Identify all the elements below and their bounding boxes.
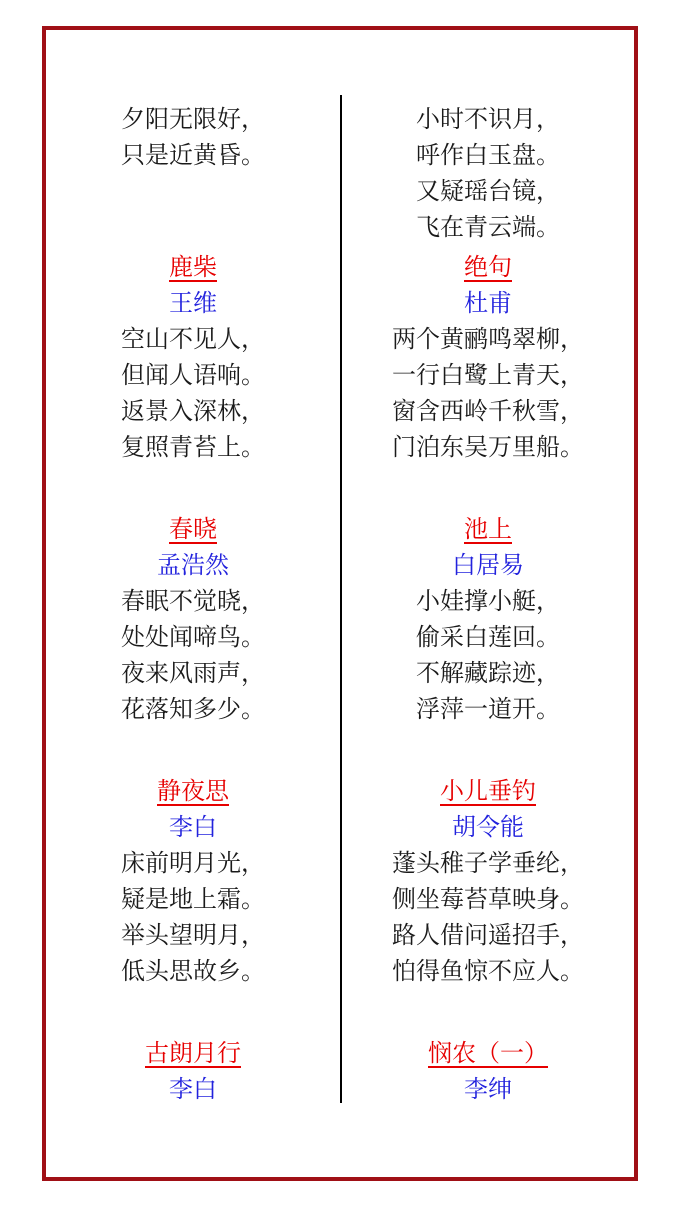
carryover-section [342,102,634,250]
poem-line: 疑是地上霜。 [121,886,265,913]
poem-title: 悯农（一） [428,1040,548,1067]
poem-line: 一行白鹭上青天， [392,362,584,389]
poem-line: 浮萍一道开。 [416,696,560,723]
left-column [46,102,340,1154]
poem-line: 床前明月光， [121,850,265,877]
poem-block [46,774,340,990]
poem-block [46,1036,340,1108]
poem-line: 呼作白玉盘。 [416,142,560,169]
poem-line: 怕得鱼惊不应人。 [392,958,584,985]
poem-line: 春眠不觉晓， [121,588,265,615]
poem-title: 春晓 [169,516,217,543]
poem-title: 绝句 [464,254,512,281]
poem-title: 静夜思 [157,778,229,805]
poem-line: 复照青苔上。 [121,434,265,461]
poem-line: 飞在青云端。 [416,214,560,241]
poem-line: 不解藏踪迹， [416,660,560,687]
poem-block [342,250,634,466]
poem-author: 王维 [169,290,217,317]
poem-block [342,774,634,990]
poem-title: 池上 [464,516,512,543]
poem-title: 古朗月行 [145,1040,241,1067]
poem-block [46,512,340,728]
poem-line: 花落知多少。 [121,696,265,723]
poem-line: 窗含西岭千秋雪， [392,398,584,425]
poem-line: 偷采白莲回。 [416,624,560,651]
poem-line: 举头望明月， [121,922,265,949]
poem-author: 白居易 [452,552,524,579]
poem-line: 低头思故乡。 [121,958,265,985]
poem-line: 夜来风雨声， [121,660,265,687]
poem-author: 孟浩然 [157,552,229,579]
right-column [342,102,634,1154]
page-border [42,26,638,1181]
poem-line: 处处闻啼鸟。 [121,624,265,651]
poem-author: 杜甫 [464,290,512,317]
poem-author: 李白 [169,814,217,841]
poem-line: 两个黄鹂鸣翠柳， [392,326,584,353]
carryover-section [46,102,340,250]
poem-block [342,512,634,728]
poem-line: 小娃撑小艇， [416,588,560,615]
poem-line: 蓬头稚子学垂纶， [392,850,584,877]
poem-block [342,1036,634,1108]
poem-author: 李白 [169,1076,217,1103]
poem-line: 只是近黄昏。 [121,142,265,169]
poem-line: 夕阳无限好， [121,106,265,133]
poem-line: 空山不见人， [121,326,265,353]
poem-line: 门泊东吴万里船。 [392,434,584,461]
poem-author: 胡令能 [452,814,524,841]
poem-title: 鹿柴 [169,254,217,281]
poem-line: 路人借问遥招手， [392,922,584,949]
poem-line: 侧坐莓苔草映身。 [392,886,584,913]
poem-author: 李绅 [464,1076,512,1103]
poem-line: 又疑瑶台镜， [416,178,560,205]
poem-line: 小时不识月， [416,106,560,133]
poem-block [46,250,340,466]
poem-line: 返景入深林， [121,398,265,425]
poem-line: 但闻人语响。 [121,362,265,389]
poem-title: 小儿垂钓 [440,778,536,805]
